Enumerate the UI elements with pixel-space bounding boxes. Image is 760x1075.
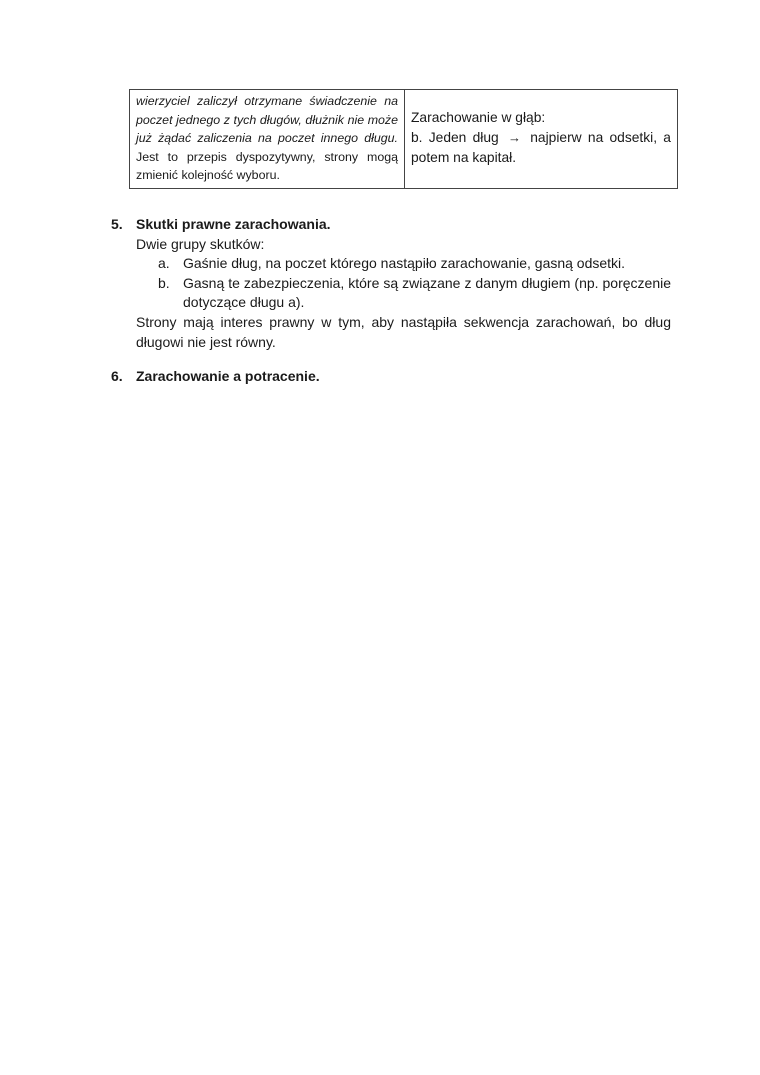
list-item xyxy=(111,274,671,313)
list-item-letter: a. xyxy=(158,255,170,272)
left-cell-italic-text: wierzyciel zaliczył otrzymane świadczenie na poczet jednego z tych długów, dłużnik nie może już żądać zaliczenia na poczet innego długu. xyxy=(136,94,398,146)
comparison-table xyxy=(129,89,678,189)
section-title: Zarachowanie a potracenie. xyxy=(136,368,320,384)
table-cell-left xyxy=(130,90,405,189)
section-5 xyxy=(111,215,671,352)
left-cell-plain-text: Jest to przepis dyspozytywny, strony mogą zmienić kolejność wyboru. xyxy=(136,149,398,183)
right-cell-suffix: najpierw na odsetki, a potem na kapitał. xyxy=(411,130,671,166)
section-conclusion: Strony mają interes prawny w tym, aby nastąpiła sekwencja zarachowań, bo dług długowi nie jest równy. xyxy=(136,313,671,350)
section-6 xyxy=(111,367,671,387)
section-title: Skutki prawne zarachowania. xyxy=(136,216,331,232)
right-cell-prefix: b. Jeden dług xyxy=(411,130,499,146)
table-cell-right xyxy=(405,90,678,189)
section-number: 5. xyxy=(111,216,123,232)
section-number: 6. xyxy=(111,368,123,384)
list-item xyxy=(111,254,671,274)
section-heading xyxy=(111,215,671,235)
list-item-text: Gasną te zabezpieczenia, które są związane z danym długiem (np. poręczenie dotyczące długu a). xyxy=(183,274,671,311)
arrow-right-icon: → xyxy=(507,130,521,146)
list-item-letter: b. xyxy=(158,274,170,291)
table-row xyxy=(130,90,678,189)
right-cell-heading: Zarachowanie w głąb: xyxy=(411,110,546,126)
section-heading xyxy=(111,367,671,387)
section-intro: Dwie grupy skutków: xyxy=(136,235,265,252)
list-item-text: Gaśnie dług, na poczet którego nastąpiło zarachowanie, gasną odsetki. xyxy=(183,255,626,272)
right-cell-body xyxy=(411,128,671,168)
